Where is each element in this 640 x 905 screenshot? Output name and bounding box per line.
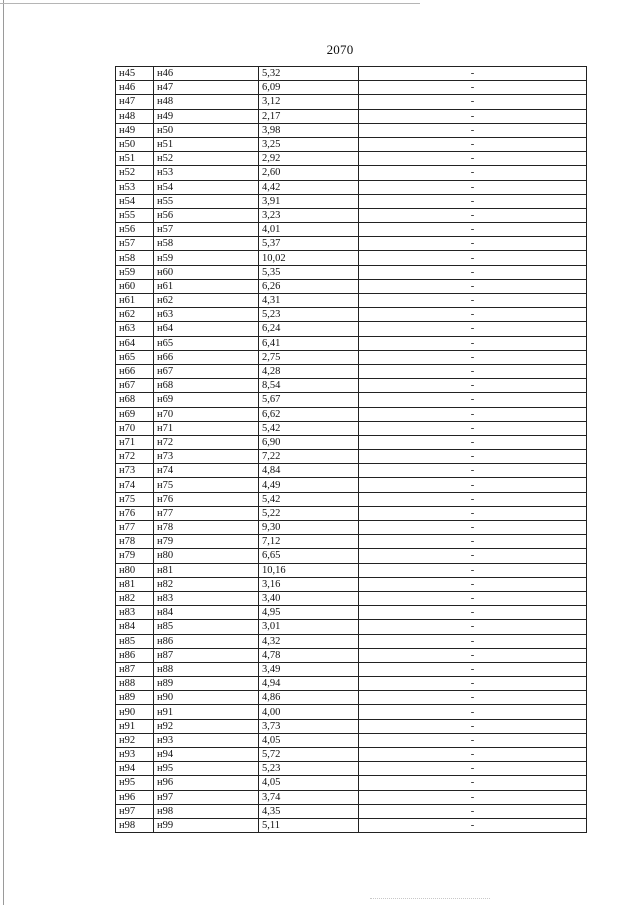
point-from-cell: н61	[116, 294, 154, 308]
point-to-cell: н79	[154, 535, 259, 549]
note-cell: -	[359, 322, 587, 336]
table-row	[116, 109, 587, 123]
table-row	[116, 748, 587, 762]
table-row	[116, 776, 587, 790]
point-from-cell: н76	[116, 506, 154, 520]
point-from-cell: н98	[116, 818, 154, 832]
point-to-cell: н72	[154, 435, 259, 449]
note-cell: -	[359, 180, 587, 194]
note-cell: -	[359, 294, 587, 308]
point-to-cell: н78	[154, 521, 259, 535]
point-from-cell: н71	[116, 435, 154, 449]
table-row	[116, 67, 587, 81]
length-cell: 4,78	[259, 648, 359, 662]
point-from-cell: н72	[116, 450, 154, 464]
note-cell: -	[359, 67, 587, 81]
point-from-cell: н49	[116, 123, 154, 137]
point-from-cell: н97	[116, 804, 154, 818]
table-row	[116, 563, 587, 577]
point-to-cell: н54	[154, 180, 259, 194]
point-from-cell: н63	[116, 322, 154, 336]
table-row	[116, 492, 587, 506]
point-from-cell: н82	[116, 591, 154, 605]
point-to-cell: н99	[154, 818, 259, 832]
length-cell: 4,94	[259, 677, 359, 691]
point-from-cell: н51	[116, 152, 154, 166]
point-to-cell: н85	[154, 620, 259, 634]
note-cell: -	[359, 733, 587, 747]
note-cell: -	[359, 152, 587, 166]
length-cell: 4,28	[259, 364, 359, 378]
note-cell: -	[359, 407, 587, 421]
point-from-cell: н66	[116, 364, 154, 378]
page-edge-top	[0, 3, 420, 4]
point-from-cell: н45	[116, 67, 154, 81]
point-from-cell: н58	[116, 251, 154, 265]
note-cell: -	[359, 308, 587, 322]
point-to-cell: н67	[154, 364, 259, 378]
table-row	[116, 223, 587, 237]
point-to-cell: н66	[154, 350, 259, 364]
table-row	[116, 379, 587, 393]
length-cell: 4,00	[259, 705, 359, 719]
length-cell: 5,37	[259, 237, 359, 251]
table-row	[116, 123, 587, 137]
scan-artifact	[370, 898, 490, 900]
table-row	[116, 634, 587, 648]
point-from-cell: н59	[116, 265, 154, 279]
note-cell: -	[359, 506, 587, 520]
point-from-cell: н85	[116, 634, 154, 648]
note-cell: -	[359, 606, 587, 620]
table-row	[116, 648, 587, 662]
note-cell: -	[359, 95, 587, 109]
point-from-cell: н70	[116, 421, 154, 435]
note-cell: -	[359, 804, 587, 818]
table-row	[116, 251, 587, 265]
point-to-cell: н88	[154, 662, 259, 676]
point-from-cell: н91	[116, 719, 154, 733]
point-from-cell: н65	[116, 350, 154, 364]
note-cell: -	[359, 719, 587, 733]
point-to-cell: н47	[154, 81, 259, 95]
point-from-cell: н50	[116, 137, 154, 151]
table-row	[116, 662, 587, 676]
length-cell: 4,05	[259, 776, 359, 790]
note-cell: -	[359, 166, 587, 180]
point-to-cell: н91	[154, 705, 259, 719]
note-cell: -	[359, 109, 587, 123]
point-from-cell: н83	[116, 606, 154, 620]
length-cell: 2,75	[259, 350, 359, 364]
point-to-cell: н97	[154, 790, 259, 804]
note-cell: -	[359, 705, 587, 719]
point-from-cell: н46	[116, 81, 154, 95]
point-from-cell: н57	[116, 237, 154, 251]
note-cell: -	[359, 265, 587, 279]
length-cell: 4,32	[259, 634, 359, 648]
length-cell: 8,54	[259, 379, 359, 393]
table-row	[116, 790, 587, 804]
note-cell: -	[359, 662, 587, 676]
point-from-cell: н55	[116, 208, 154, 222]
point-from-cell: н90	[116, 705, 154, 719]
note-cell: -	[359, 748, 587, 762]
point-to-cell: н75	[154, 478, 259, 492]
length-cell: 2,17	[259, 109, 359, 123]
point-from-cell: н48	[116, 109, 154, 123]
length-cell: 2,60	[259, 166, 359, 180]
point-to-cell: н46	[154, 67, 259, 81]
point-to-cell: н51	[154, 137, 259, 151]
point-to-cell: н55	[154, 194, 259, 208]
length-cell: 5,42	[259, 421, 359, 435]
table-row	[116, 549, 587, 563]
length-cell: 9,30	[259, 521, 359, 535]
point-from-cell: н77	[116, 521, 154, 535]
point-from-cell: н53	[116, 180, 154, 194]
length-cell: 7,12	[259, 535, 359, 549]
point-from-cell: н86	[116, 648, 154, 662]
note-cell: -	[359, 464, 587, 478]
table-row	[116, 450, 587, 464]
length-cell: 6,90	[259, 435, 359, 449]
table-row	[116, 464, 587, 478]
table-row	[116, 265, 587, 279]
note-cell: -	[359, 691, 587, 705]
table-row	[116, 194, 587, 208]
note-cell: -	[359, 521, 587, 535]
point-from-cell: н88	[116, 677, 154, 691]
note-cell: -	[359, 137, 587, 151]
note-cell: -	[359, 563, 587, 577]
point-from-cell: н81	[116, 577, 154, 591]
point-to-cell: н93	[154, 733, 259, 747]
note-cell: -	[359, 379, 587, 393]
point-to-cell: н89	[154, 677, 259, 691]
note-cell: -	[359, 123, 587, 137]
point-from-cell: н69	[116, 407, 154, 421]
table-body	[116, 67, 587, 833]
length-cell: 10,16	[259, 563, 359, 577]
table-row	[116, 393, 587, 407]
length-cell: 5,72	[259, 748, 359, 762]
table-row	[116, 152, 587, 166]
note-cell: -	[359, 776, 587, 790]
length-cell: 3,23	[259, 208, 359, 222]
point-from-cell: н89	[116, 691, 154, 705]
table-row	[116, 237, 587, 251]
length-cell: 3,01	[259, 620, 359, 634]
point-to-cell: н49	[154, 109, 259, 123]
table-row	[116, 535, 587, 549]
table-row	[116, 577, 587, 591]
table-row	[116, 95, 587, 109]
note-cell: -	[359, 435, 587, 449]
table-row	[116, 350, 587, 364]
length-cell: 5,23	[259, 308, 359, 322]
point-to-cell: н61	[154, 279, 259, 293]
point-to-cell: н59	[154, 251, 259, 265]
points-table	[115, 66, 587, 833]
point-from-cell: н75	[116, 492, 154, 506]
point-to-cell: н56	[154, 208, 259, 222]
table-row	[116, 137, 587, 151]
length-cell: 6,24	[259, 322, 359, 336]
length-cell: 5,22	[259, 506, 359, 520]
note-cell: -	[359, 677, 587, 691]
point-to-cell: н63	[154, 308, 259, 322]
point-to-cell: н80	[154, 549, 259, 563]
point-to-cell: н98	[154, 804, 259, 818]
table-row	[116, 762, 587, 776]
point-to-cell: н62	[154, 294, 259, 308]
table-row	[116, 620, 587, 634]
length-cell: 6,09	[259, 81, 359, 95]
note-cell: -	[359, 350, 587, 364]
table-row	[116, 506, 587, 520]
note-cell: -	[359, 535, 587, 549]
length-cell: 3,73	[259, 719, 359, 733]
length-cell: 5,35	[259, 265, 359, 279]
note-cell: -	[359, 336, 587, 350]
point-to-cell: н77	[154, 506, 259, 520]
table-row	[116, 308, 587, 322]
note-cell: -	[359, 393, 587, 407]
table-row	[116, 435, 587, 449]
point-to-cell: н58	[154, 237, 259, 251]
point-from-cell: н62	[116, 308, 154, 322]
length-cell: 3,40	[259, 591, 359, 605]
point-to-cell: н82	[154, 577, 259, 591]
table-row	[116, 804, 587, 818]
point-to-cell: н70	[154, 407, 259, 421]
length-cell: 10,02	[259, 251, 359, 265]
note-cell: -	[359, 251, 587, 265]
point-to-cell: н71	[154, 421, 259, 435]
note-cell: -	[359, 194, 587, 208]
point-from-cell: н96	[116, 790, 154, 804]
length-cell: 4,35	[259, 804, 359, 818]
point-to-cell: н69	[154, 393, 259, 407]
note-cell: -	[359, 450, 587, 464]
point-to-cell: н64	[154, 322, 259, 336]
note-cell: -	[359, 620, 587, 634]
table-row	[116, 705, 587, 719]
note-cell: -	[359, 492, 587, 506]
point-from-cell: н87	[116, 662, 154, 676]
length-cell: 6,41	[259, 336, 359, 350]
point-to-cell: н65	[154, 336, 259, 350]
point-from-cell: н93	[116, 748, 154, 762]
table-row	[116, 166, 587, 180]
point-to-cell: н90	[154, 691, 259, 705]
point-to-cell: н52	[154, 152, 259, 166]
point-from-cell: н74	[116, 478, 154, 492]
table-row	[116, 591, 587, 605]
note-cell: -	[359, 790, 587, 804]
length-cell: 3,74	[259, 790, 359, 804]
length-cell: 4,31	[259, 294, 359, 308]
point-from-cell: н68	[116, 393, 154, 407]
length-cell: 3,49	[259, 662, 359, 676]
point-from-cell: н60	[116, 279, 154, 293]
table-row	[116, 421, 587, 435]
length-cell: 4,49	[259, 478, 359, 492]
note-cell: -	[359, 364, 587, 378]
point-to-cell: н84	[154, 606, 259, 620]
length-cell: 3,98	[259, 123, 359, 137]
page-number: 2070	[326, 42, 354, 57]
length-cell: 7,22	[259, 450, 359, 464]
length-cell: 4,95	[259, 606, 359, 620]
length-cell: 6,62	[259, 407, 359, 421]
note-cell: -	[359, 478, 587, 492]
note-cell: -	[359, 81, 587, 95]
table-row	[116, 364, 587, 378]
note-cell: -	[359, 279, 587, 293]
length-cell: 6,65	[259, 549, 359, 563]
table-row	[116, 818, 587, 832]
table-row	[116, 294, 587, 308]
table-row	[116, 336, 587, 350]
table-row	[116, 478, 587, 492]
table-row	[116, 691, 587, 705]
table-row	[116, 279, 587, 293]
table-row	[116, 521, 587, 535]
point-from-cell: н80	[116, 563, 154, 577]
note-cell: -	[359, 762, 587, 776]
table-row	[116, 606, 587, 620]
point-to-cell: н53	[154, 166, 259, 180]
point-to-cell: н81	[154, 563, 259, 577]
note-cell: -	[359, 818, 587, 832]
point-to-cell: н68	[154, 379, 259, 393]
length-cell: 5,32	[259, 67, 359, 81]
point-to-cell: н95	[154, 762, 259, 776]
point-from-cell: н56	[116, 223, 154, 237]
length-cell: 5,42	[259, 492, 359, 506]
note-cell: -	[359, 577, 587, 591]
note-cell: -	[359, 591, 587, 605]
length-cell: 6,26	[259, 279, 359, 293]
point-to-cell: н73	[154, 450, 259, 464]
point-from-cell: н67	[116, 379, 154, 393]
point-to-cell: н57	[154, 223, 259, 237]
point-to-cell: н60	[154, 265, 259, 279]
point-from-cell: н94	[116, 762, 154, 776]
length-cell: 3,91	[259, 194, 359, 208]
table-row	[116, 677, 587, 691]
point-from-cell: н92	[116, 733, 154, 747]
point-to-cell: н50	[154, 123, 259, 137]
note-cell: -	[359, 208, 587, 222]
point-from-cell: н95	[116, 776, 154, 790]
length-cell: 4,42	[259, 180, 359, 194]
table-row	[116, 733, 587, 747]
length-cell: 4,86	[259, 691, 359, 705]
length-cell: 5,11	[259, 818, 359, 832]
point-from-cell: н54	[116, 194, 154, 208]
page-edge-left	[3, 0, 4, 905]
length-cell: 5,67	[259, 393, 359, 407]
point-from-cell: н84	[116, 620, 154, 634]
point-to-cell: н83	[154, 591, 259, 605]
point-to-cell: н74	[154, 464, 259, 478]
point-from-cell: н64	[116, 336, 154, 350]
point-to-cell: н94	[154, 748, 259, 762]
table-row	[116, 208, 587, 222]
note-cell: -	[359, 549, 587, 563]
note-cell: -	[359, 421, 587, 435]
note-cell: -	[359, 237, 587, 251]
point-to-cell: н86	[154, 634, 259, 648]
point-from-cell: н79	[116, 549, 154, 563]
point-from-cell: н52	[116, 166, 154, 180]
length-cell: 5,23	[259, 762, 359, 776]
note-cell: -	[359, 634, 587, 648]
table-row	[116, 180, 587, 194]
point-from-cell: н78	[116, 535, 154, 549]
length-cell: 2,92	[259, 152, 359, 166]
length-cell: 4,05	[259, 733, 359, 747]
point-to-cell: н76	[154, 492, 259, 506]
point-to-cell: н87	[154, 648, 259, 662]
table-row	[116, 719, 587, 733]
length-cell: 4,84	[259, 464, 359, 478]
point-to-cell: н96	[154, 776, 259, 790]
point-from-cell: н47	[116, 95, 154, 109]
length-cell: 3,12	[259, 95, 359, 109]
note-cell: -	[359, 223, 587, 237]
table-row	[116, 407, 587, 421]
table-row	[116, 322, 587, 336]
length-cell: 3,25	[259, 137, 359, 151]
table-row	[116, 81, 587, 95]
length-cell: 4,01	[259, 223, 359, 237]
point-to-cell: н48	[154, 95, 259, 109]
point-to-cell: н92	[154, 719, 259, 733]
note-cell: -	[359, 648, 587, 662]
length-cell: 3,16	[259, 577, 359, 591]
point-from-cell: н73	[116, 464, 154, 478]
